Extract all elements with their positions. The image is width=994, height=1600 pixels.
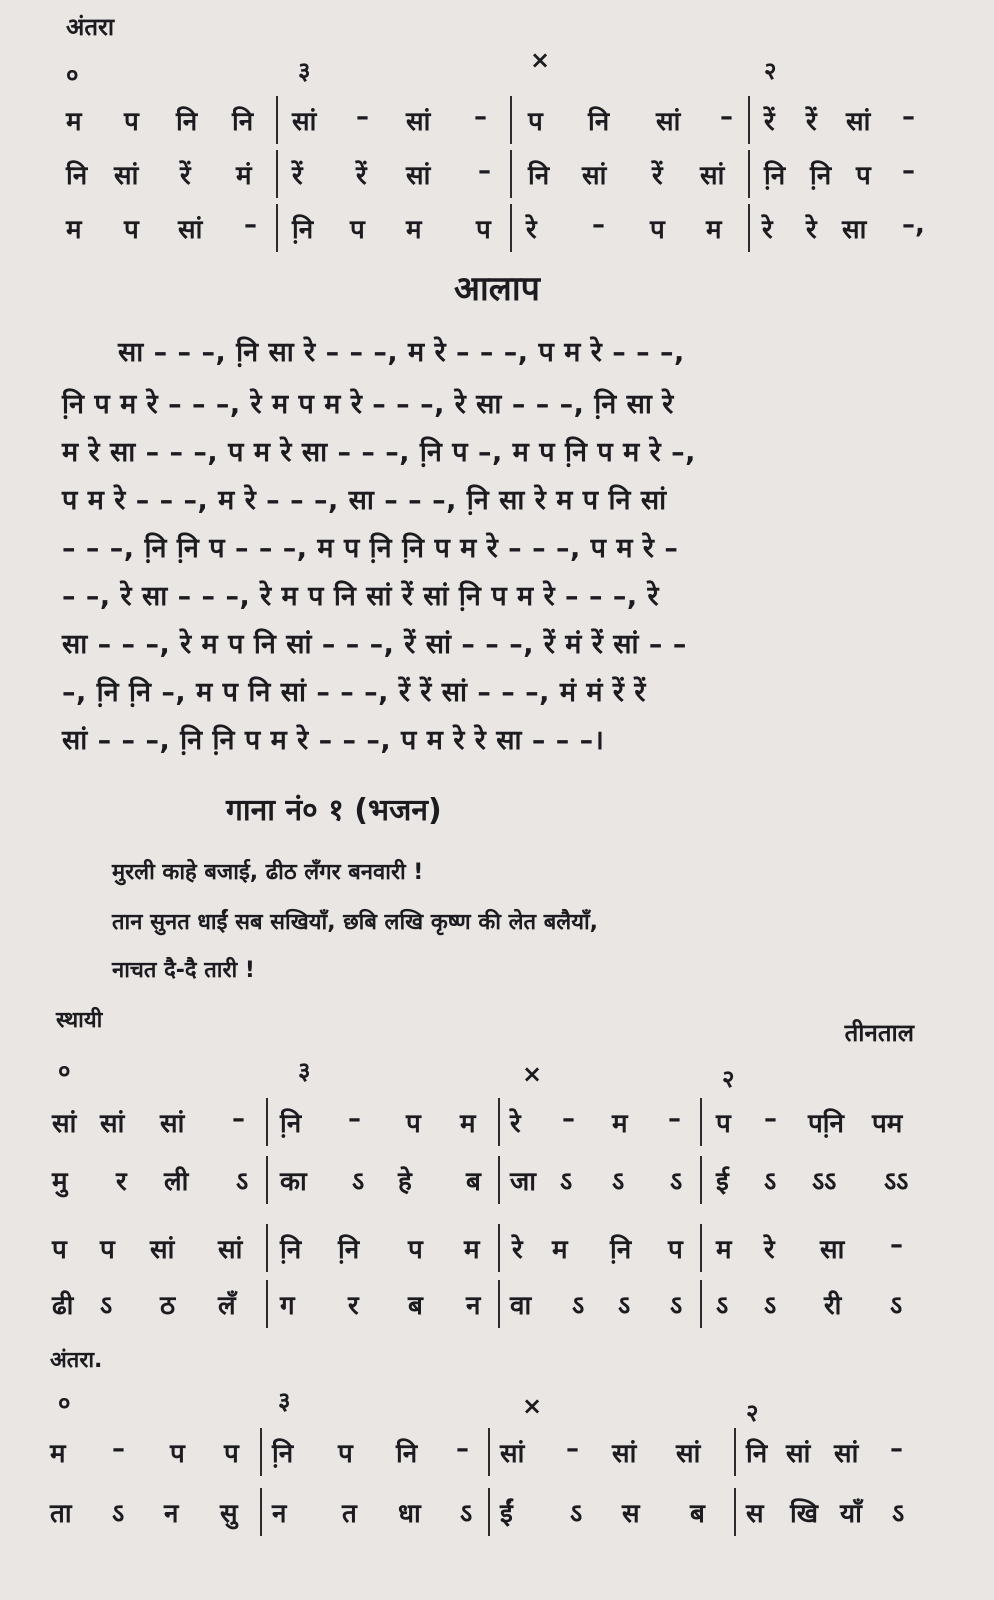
note: नि़ bbox=[292, 215, 314, 245]
note: ऽ bbox=[618, 1291, 631, 1321]
bar-line bbox=[510, 150, 512, 198]
sthayi-heading: स्थायी bbox=[56, 1008, 103, 1033]
note: ऽ bbox=[352, 1167, 365, 1197]
beat-marker: × bbox=[522, 1060, 543, 1088]
bar-line bbox=[276, 96, 278, 144]
taal-label: तीनताल bbox=[844, 1019, 914, 1047]
note: ढी bbox=[52, 1291, 74, 1321]
notation-row bbox=[0, 96, 994, 140]
note: वा bbox=[510, 1291, 532, 1321]
note: म bbox=[460, 1109, 476, 1139]
note: प bbox=[100, 1235, 115, 1265]
note: – bbox=[902, 156, 915, 186]
note: सां bbox=[834, 1439, 859, 1469]
alap-line: – – –, नि़ नि़ प – – –, म प नि़ नि़ प म रे – – –, प म रे – bbox=[62, 533, 679, 564]
note: सां bbox=[786, 1439, 811, 1469]
note: ता bbox=[50, 1499, 72, 1529]
note: प bbox=[406, 1109, 421, 1139]
note: रें bbox=[764, 107, 775, 137]
note: सां bbox=[846, 107, 871, 137]
note: म bbox=[406, 215, 422, 245]
bar-line bbox=[498, 1098, 500, 1146]
note: रे bbox=[806, 215, 817, 245]
note: – bbox=[112, 1434, 125, 1464]
alap-line: प म रे – – –, म रे – – –, सा – – –, नि़ सा रे म प नि सां bbox=[62, 485, 667, 516]
note: ऽ bbox=[892, 1499, 905, 1529]
bar-line bbox=[266, 1280, 268, 1328]
note: प bbox=[408, 1235, 423, 1265]
notation-row bbox=[0, 1428, 994, 1472]
note: ऽ bbox=[890, 1291, 903, 1321]
bar-line bbox=[276, 204, 278, 252]
beat-marker: ० bbox=[58, 1057, 71, 1085]
note: ई bbox=[716, 1167, 729, 1197]
note: सां bbox=[406, 107, 431, 137]
bar-line bbox=[266, 1098, 268, 1146]
note: नि़ bbox=[272, 1439, 294, 1469]
bar-line bbox=[510, 96, 512, 144]
note: ऽ bbox=[612, 1167, 625, 1197]
beat-marker: २ bbox=[764, 57, 777, 85]
note: लँ bbox=[218, 1291, 236, 1321]
lyric-line: तान सुनत धाईं सब सखियाँ, छबि लखि कृष्ण की लेत बलैयाँ, bbox=[112, 910, 599, 935]
notation-row bbox=[0, 1280, 994, 1324]
note: म bbox=[612, 1109, 628, 1139]
note: रें bbox=[652, 161, 663, 191]
note: पनि़ bbox=[808, 1109, 844, 1139]
note: – bbox=[478, 156, 491, 186]
note: सु bbox=[220, 1499, 238, 1529]
bar-line bbox=[498, 1280, 500, 1328]
beat-marker: २ bbox=[722, 1065, 735, 1093]
note: नि bbox=[396, 1439, 418, 1469]
note: प bbox=[716, 1109, 731, 1139]
note: नि़ bbox=[280, 1109, 302, 1139]
note: याँ bbox=[840, 1499, 862, 1529]
note: ऽ bbox=[570, 1499, 583, 1529]
bar-line bbox=[748, 150, 750, 198]
note: प bbox=[668, 1235, 683, 1265]
note: – bbox=[592, 210, 605, 240]
note: सा bbox=[820, 1235, 845, 1265]
beat-marker: × bbox=[530, 46, 551, 74]
note: प bbox=[856, 161, 871, 191]
note: प bbox=[350, 215, 365, 245]
note: सां bbox=[500, 1439, 525, 1469]
note: सां bbox=[100, 1109, 125, 1139]
note: – bbox=[890, 1230, 903, 1260]
note: न bbox=[466, 1291, 481, 1321]
note: री bbox=[824, 1291, 842, 1321]
bar-line bbox=[700, 1098, 702, 1146]
note: प bbox=[650, 215, 665, 245]
note: धा bbox=[398, 1499, 421, 1529]
bar-line bbox=[260, 1428, 262, 1476]
note: म bbox=[552, 1235, 568, 1265]
note: ली bbox=[164, 1167, 189, 1197]
note: – bbox=[902, 102, 915, 132]
note: नि bbox=[232, 107, 254, 137]
note: का bbox=[280, 1167, 307, 1197]
lyric-line: नाचत दै-दै तारी ! bbox=[112, 958, 255, 983]
note: रें bbox=[180, 161, 191, 191]
note: रे bbox=[510, 1109, 521, 1139]
bar-line bbox=[748, 96, 750, 144]
note: – bbox=[356, 102, 369, 132]
bar-line bbox=[700, 1280, 702, 1328]
bar-line bbox=[498, 1156, 500, 1204]
note: प bbox=[124, 215, 139, 245]
note: – bbox=[720, 102, 733, 132]
note: खि bbox=[790, 1499, 819, 1529]
note: रे bbox=[512, 1235, 523, 1265]
note: स bbox=[746, 1499, 764, 1529]
note: नि़ bbox=[338, 1235, 360, 1265]
note: ऽऽ bbox=[812, 1167, 837, 1197]
alap-line: –, नि़ नि़ –, म प नि सां – – –, रें रें सां – – –, मं मं रें रें bbox=[62, 677, 646, 708]
note: ऽ bbox=[764, 1167, 777, 1197]
note: ऽ bbox=[460, 1499, 473, 1529]
bar-line bbox=[510, 204, 512, 252]
note: ठ bbox=[160, 1291, 176, 1321]
notation-row bbox=[0, 204, 994, 248]
note: प bbox=[224, 1439, 239, 1469]
bar-line bbox=[498, 1224, 500, 1272]
notation-row bbox=[0, 1224, 994, 1268]
note: नि़ bbox=[810, 161, 832, 191]
alap-line: म रे सा – – –, प म रे सा – – –, नि़ प –, म प नि़ प म रे –, bbox=[62, 437, 696, 468]
bar-line bbox=[276, 150, 278, 198]
note: सां bbox=[218, 1235, 243, 1265]
bar-line bbox=[734, 1428, 736, 1476]
note: ब bbox=[466, 1167, 481, 1197]
antara-heading: अंतरा. bbox=[50, 1348, 103, 1373]
note: –, bbox=[902, 210, 925, 240]
note: मं bbox=[236, 161, 252, 191]
note: नि़ bbox=[764, 161, 786, 191]
beat-marker: २ bbox=[746, 1399, 759, 1427]
note: सां bbox=[700, 161, 725, 191]
note: सां bbox=[612, 1439, 637, 1469]
note: स bbox=[622, 1499, 640, 1529]
bar-line bbox=[260, 1488, 262, 1536]
alap-line: सा – – –, नि़ सा रे – – –, म रे – – –, प म रे – – –, bbox=[118, 337, 685, 368]
lyric-line: मुरली काहे बजाई, ढीठ लँगर बनवारी ! bbox=[112, 860, 424, 885]
note: ऽ bbox=[112, 1499, 125, 1529]
note: प bbox=[124, 107, 139, 137]
notation-row bbox=[0, 1488, 994, 1532]
bar-line bbox=[700, 1156, 702, 1204]
note: प bbox=[476, 215, 491, 245]
note: – bbox=[562, 1104, 575, 1134]
beat-marker: ० bbox=[58, 1389, 71, 1417]
note: ऽ bbox=[560, 1167, 573, 1197]
alap-line: नि़ प म रे – – –, रे म प म रे – – –, रे सा – – –, नि़ सा रे bbox=[62, 389, 674, 420]
note: सां bbox=[160, 1109, 185, 1139]
note: प bbox=[170, 1439, 185, 1469]
note: ब bbox=[408, 1291, 423, 1321]
beat-marker: × bbox=[522, 1392, 543, 1420]
note: जा bbox=[510, 1167, 537, 1197]
note: ऽ bbox=[670, 1167, 683, 1197]
note: ब bbox=[690, 1499, 705, 1529]
note: ऽ bbox=[670, 1291, 683, 1321]
bar-line bbox=[488, 1428, 490, 1476]
note: सां bbox=[150, 1235, 175, 1265]
note: प bbox=[338, 1439, 353, 1469]
alap-line: – –, रे सा – – –, रे म प नि सां रें सां नि़ प म रे – – –, रे bbox=[62, 581, 660, 612]
note: सां bbox=[676, 1439, 701, 1469]
note: रें bbox=[806, 107, 817, 137]
bar-line bbox=[488, 1488, 490, 1536]
note: – bbox=[244, 210, 257, 240]
note: – bbox=[348, 1104, 361, 1134]
note: म bbox=[716, 1235, 732, 1265]
alap-heading: आलाप bbox=[454, 269, 540, 309]
note: पम bbox=[872, 1109, 903, 1139]
note: र bbox=[116, 1167, 127, 1197]
note: त bbox=[342, 1499, 357, 1529]
note: – bbox=[474, 102, 487, 132]
note: रे bbox=[762, 215, 773, 245]
note: सां bbox=[52, 1109, 77, 1139]
song-title: गाना नं० १ (भजन) bbox=[226, 793, 442, 828]
note: सा bbox=[842, 215, 867, 245]
note: ऽऽ bbox=[884, 1167, 909, 1197]
bar-line bbox=[700, 1224, 702, 1272]
note: ग bbox=[280, 1291, 295, 1321]
note: – bbox=[668, 1104, 681, 1134]
note: नि bbox=[528, 161, 550, 191]
notation-row bbox=[0, 1098, 994, 1142]
note: रें bbox=[356, 161, 367, 191]
notation-row bbox=[0, 1156, 994, 1200]
note: न bbox=[272, 1499, 287, 1529]
note: म bbox=[50, 1439, 66, 1469]
note: म bbox=[66, 215, 82, 245]
beat-marker: ३ bbox=[278, 1387, 291, 1415]
alap-line: सां – – –, नि़ नि़ प म रे – – –, प म रे रे सा – – –। bbox=[62, 725, 605, 756]
note: सां bbox=[114, 161, 139, 191]
note: प bbox=[52, 1235, 67, 1265]
note: म bbox=[66, 107, 82, 137]
beat-marker: ३ bbox=[298, 1057, 311, 1085]
note: – bbox=[232, 1104, 245, 1134]
note: – bbox=[764, 1104, 777, 1134]
note: सां bbox=[656, 107, 681, 137]
note: मु bbox=[52, 1167, 68, 1197]
note: नि bbox=[176, 107, 198, 137]
bar-line bbox=[266, 1224, 268, 1272]
alap-line: सा – – –, रे म प नि सां – – –, रें सां – – –, रें मं रें सां – – bbox=[62, 629, 687, 660]
note: रें bbox=[292, 161, 303, 191]
note: सां bbox=[178, 215, 203, 245]
note: – bbox=[456, 1434, 469, 1464]
notation-row bbox=[0, 150, 994, 194]
note: म bbox=[464, 1235, 480, 1265]
note: नि़ bbox=[610, 1235, 632, 1265]
note: ऽ bbox=[236, 1167, 249, 1197]
note: – bbox=[890, 1434, 903, 1464]
note: ऽ bbox=[764, 1291, 777, 1321]
note: नि bbox=[746, 1439, 768, 1469]
note: नि़ bbox=[280, 1235, 302, 1265]
note: र bbox=[348, 1291, 359, 1321]
note: न bbox=[164, 1499, 179, 1529]
note: ऽ bbox=[100, 1291, 113, 1321]
note: नि bbox=[588, 107, 610, 137]
note: म bbox=[706, 215, 722, 245]
note: रे bbox=[526, 215, 537, 245]
note: नि bbox=[66, 161, 88, 191]
beat-marker: ० bbox=[66, 61, 79, 89]
note: सां bbox=[406, 161, 431, 191]
bar-line bbox=[266, 1156, 268, 1204]
note: रे bbox=[764, 1235, 775, 1265]
bar-line bbox=[748, 204, 750, 252]
note: – bbox=[566, 1434, 579, 1464]
note: सां bbox=[582, 161, 607, 191]
note: ऽ bbox=[716, 1291, 729, 1321]
note: ईं bbox=[500, 1499, 513, 1529]
beat-marker: ३ bbox=[298, 57, 311, 85]
bar-line bbox=[734, 1488, 736, 1536]
antara-heading: अंतरा bbox=[66, 13, 115, 41]
note: सां bbox=[292, 107, 317, 137]
note: प bbox=[528, 107, 543, 137]
note: हे bbox=[398, 1167, 412, 1197]
note: ऽ bbox=[572, 1291, 585, 1321]
